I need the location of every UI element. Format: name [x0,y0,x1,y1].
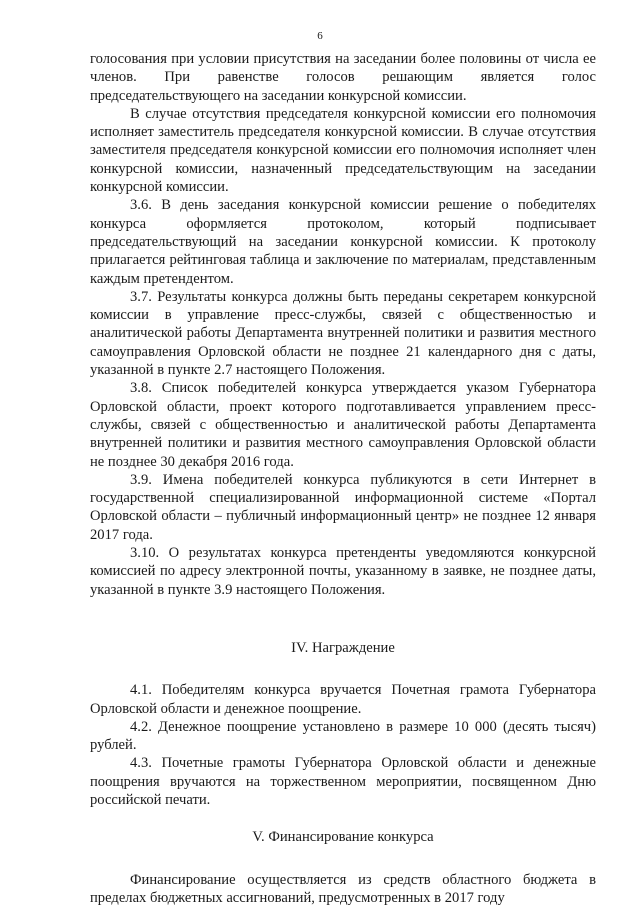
page-number: 6 [317,30,323,42]
paragraph-4-3: 4.3. Почетные грамоты Губернатора Орловской области и денежные поощрения вручаются на торжественном мероприятии, посвященном Дню российской печати. [90,755,596,808]
paragraph-3-9: 3.9. Имена победителей конкурса публикуются в сети Интернет в государственной специализированной информационной системе «Портал Орловской области – публичный информационный центр» не позднее 12 января 2017 года. [90,471,596,543]
paragraph-3-7: 3.7. Результаты конкурса должны быть переданы секретарем конкурсной комиссии в управление пресс-службы, связей с общественностью и аналитической работы Департамента внутренней политики и развития местного самоуправления Орловской области не позднее 21 календарного дня с даты, указанной в пункте 2.7 настоящего Положения. [90,288,596,379]
section-spacer [90,599,596,639]
paragraph-3-8: 3.8. Список победителей конкурса утверждается указом Губернатора Орловской области, проект которого подготавливается управлением пресс-службы, связей с общественностью и аналитической работы Департамента внутренней политики и развития местного самоуправления Орловской области не позднее 30 декабря 2016 года. [90,380,596,470]
paragraph-4-2: 4.2. Денежное поощрение установлено в размере 10 000 (десять тысяч) рублей. [90,718,596,754]
document-body [90,50,596,907]
section-spacer [90,809,596,828]
paragraph-3-6: 3.6. В день заседания конкурсной комиссии решение о победителях конкурса оформляется протоколом, который подписывает председательствующий на заседании конкурсной комиссии. К протоколу прилагается рейтинговая таблица и заключение по материалам, представленным каждым претендентом. [90,197,596,287]
paragraph-5-1: Финансирование осуществляется из средств областного бюджета в пределах бюджетных ассигнований, предусмотренных в 2017 году [90,871,596,906]
paragraph-chairman-absence: В случае отсутствия председателя конкурсной комиссии его полномочия исполняет заместитель председателя конкурсной комиссии. В случае отсутствия заместителя председателя конкурсной комиссии его полномочия исполняет член конкурсной комиссии, назначенный председательствующим на заседании конкурсной комиссии. [90,105,596,196]
section-spacer [90,847,596,871]
paragraph-voting-continuation: голосования при условии присутствия на заседании более половины от числа ее членов. При равенстве голосов решающим является голос председательствующего на заседании конкурсной комиссии. [90,51,596,104]
section-heading-awards: IV. Награждение [291,639,395,656]
section-heading-financing: V. Финансирование конкурса [252,829,434,846]
section-spacer [90,657,596,681]
paragraph-4-1: 4.1. Победителям конкурса вручается Почетная грамота Губернатора Орловской области и денежное поощрение. [90,682,596,717]
paragraph-3-10: 3.10. О результатах конкурса претенденты уведомляются конкурсной комиссией по адресу электронной почты, указанному в заявке, не позднее даты, указанной в пункте 3.9 настоящего Положения. [90,545,596,598]
